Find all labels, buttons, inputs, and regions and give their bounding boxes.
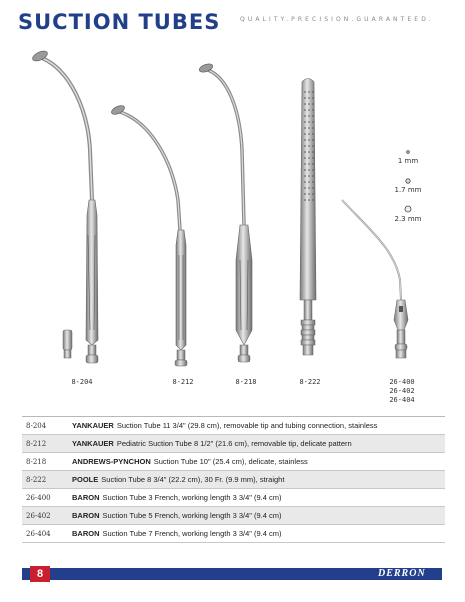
product-brand: POOLE bbox=[72, 475, 99, 484]
table-row bbox=[22, 435, 445, 453]
derron-logo: DERRON bbox=[378, 568, 426, 579]
product-description bbox=[72, 457, 445, 466]
caption-8-218: 8-218 bbox=[235, 378, 257, 386]
instrument-26-400 bbox=[342, 200, 408, 358]
instrument-8-222 bbox=[300, 79, 316, 356]
instrument-8-204 bbox=[31, 49, 98, 363]
instrument-8-212 bbox=[110, 104, 187, 366]
product-code: 26-400 bbox=[26, 493, 51, 502]
product-code: 8-212 bbox=[26, 439, 47, 448]
product-description bbox=[72, 421, 445, 430]
product-code: 26-402 bbox=[26, 511, 51, 520]
product-text: Suction Tube 7 French, working length 3 3/4" (9.4 cm) bbox=[102, 529, 282, 538]
product-description bbox=[72, 529, 445, 538]
product-description bbox=[72, 439, 445, 448]
product-text: Suction Tube 5 French, working length 3 3/4" (9.4 cm) bbox=[102, 511, 282, 520]
product-description bbox=[72, 511, 445, 520]
table-row bbox=[22, 453, 445, 471]
product-code: 8-222 bbox=[26, 475, 47, 484]
product-code: 26-404 bbox=[26, 529, 51, 538]
product-text: Suction Tube 10" (25.4 cm), delicate, stainless bbox=[153, 457, 308, 466]
page-title: SUCTION TUBES bbox=[18, 10, 221, 34]
product-brand: YANKAUER bbox=[72, 421, 114, 430]
product-text: Suction Tube 8 3/4" (22.2 cm), 30 Fr. (9.9 mm), straight bbox=[101, 475, 285, 484]
product-brand: BARON bbox=[72, 511, 100, 520]
tip-size-label: 1.7 mm bbox=[394, 186, 422, 194]
tagline: QUALITY.PRECISION.GUARANTEED. bbox=[240, 16, 434, 23]
table-row bbox=[22, 417, 445, 435]
instrument-8-218 bbox=[198, 62, 252, 362]
product-text: Pediatric Suction Tube 8 1/2" (21.6 cm), removable tip, delicate pattern bbox=[116, 439, 352, 448]
table-row bbox=[22, 471, 445, 489]
product-code: 8-218 bbox=[26, 457, 47, 466]
tip-size-label: 2.3 mm bbox=[394, 215, 422, 223]
page-number: 8 bbox=[30, 566, 50, 582]
product-text: Suction Tube 3 French, working length 3 3/4" (9.4 cm) bbox=[102, 493, 282, 502]
product-code: 8-204 bbox=[26, 421, 47, 430]
product-brand: ANDREWS-PYNCHON bbox=[72, 457, 151, 466]
caption-26-400: 26-400 bbox=[389, 378, 415, 386]
caption-26-404: 26-404 bbox=[389, 396, 415, 404]
table-row bbox=[22, 525, 445, 543]
caption-26-400-group bbox=[380, 378, 424, 405]
caption-26-402: 26-402 bbox=[389, 387, 415, 395]
caption-8-212: 8-212 bbox=[172, 378, 194, 386]
product-description bbox=[72, 493, 445, 502]
product-brand: BARON bbox=[72, 529, 100, 538]
product-text: Suction Tube 11 3/4" (29.8 cm), removable tip and tubing connection, stainless bbox=[116, 421, 378, 430]
product-table bbox=[22, 416, 445, 543]
product-brand: YANKAUER bbox=[72, 439, 114, 448]
table-row bbox=[22, 489, 445, 507]
caption-8-222: 8-222 bbox=[299, 378, 321, 386]
caption-8-204: 8-204 bbox=[71, 378, 93, 386]
product-description bbox=[72, 475, 445, 484]
product-brand: BARON bbox=[72, 493, 100, 502]
table-row bbox=[22, 507, 445, 525]
tip-size-label: 1 mm bbox=[397, 157, 419, 165]
